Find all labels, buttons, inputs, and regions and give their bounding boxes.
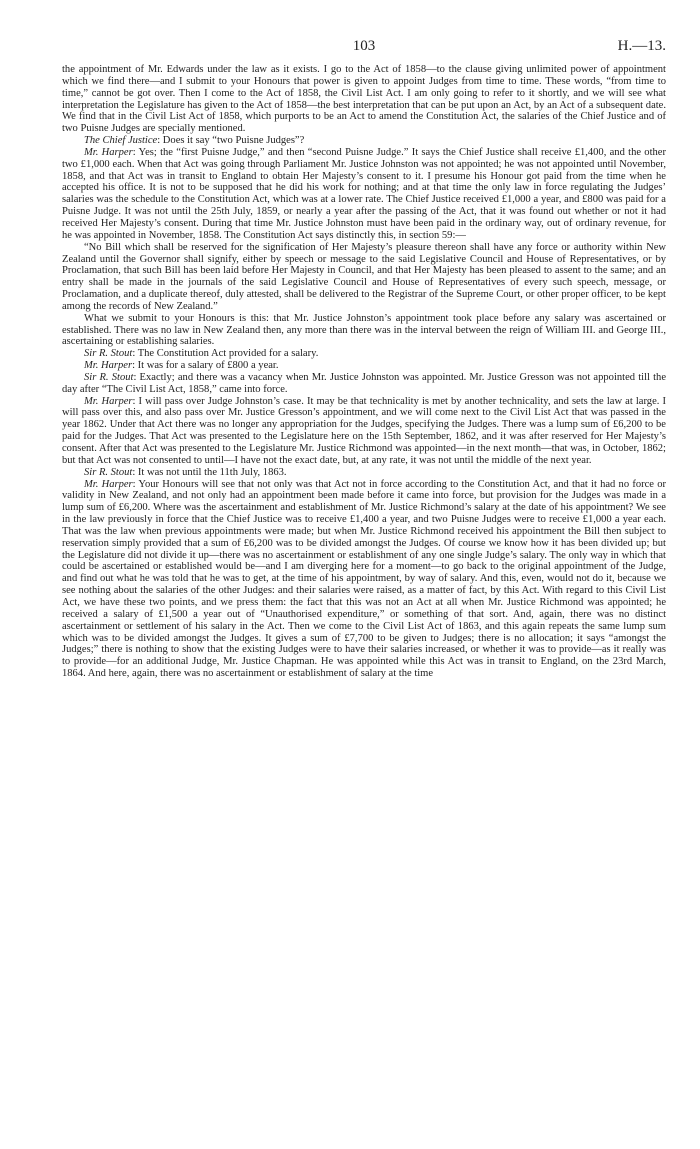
paragraph-text: : It was not until the 11th July, 1863. [132,466,287,478]
page-number: 103 [352,38,376,54]
speaker-name: Sir R. Stout [84,348,133,360]
paragraph [62,479,666,680]
paragraph [62,372,666,396]
paragraph-text: the appointment of Mr. Edwards under the law as it exists. I go to the Act of 1858—to the clause giving unlimited power of appointment which we find there—and I submit to your Honours that power is given to appoint Judges from time to time. These words, “from time to time,” cannot be got over. Then I come to the Act of 1858, the Civil List Act. I am only going to refer to it shortly, and we will see what interpretation the Legislature has given to the Act of 1858—the best interpretation that can be put upon an Act, by an Act of a subsequent date. We find that in the Civil List Act of 1858, which purports to be an Act to amend the Constitution Act, the salaries of the Chief Justice and of two Puisne Judges are specially mentioned. [62,64,666,135]
body-text [62,64,666,680]
paragraph-text: : I will pass over Judge Johnston’s case. It may be that technicality is met by another technicality, and sets the law at large. I will pass over this, and also pass over Mr. Justice Gresson’s appointment, and we will come next to the Civil List Act that was passed in the year 1862. Under that Act there was no longer any appropriation for the Judges, specifying the Judges. There was a lump sum of £6,200 to be paid for the Judges. That Act was presented to the Legislature here on the 15th September, 1862, and it was after reserved for Her Majesty’s consent. After that Act was presented to the Legislature Mr. Justice Richmond was appointed—in the next month—that was, in October, 1862; but that Act was not consented to until—I have not the exact date, but, at any rate, it was not until the middle of the next year. [62,395,666,466]
paragraph [62,313,666,349]
speaker-name: Sir R. Stout [84,371,134,383]
paragraph-text: : Your Honours will see that not only was that Act not in force according to the Constitution Act, and that it had no force or validity in New Zealand, and not only had an appointment been made before it came into force, but provision for the Judges was made in a lump sum of £6,200. Where was the ascertainment and establishment of Mr. Justice Richmond’s salary at the date of his appointment? We see in the law previously in force that the Chief Justice was to receive £1,400 a year, and two Puisne Judges were to receive £1,000 a year each. That was the law when previous appointments were made; but when Mr. Justice Richmond received his appointment the Bill then subject to reservation simply provided that a sum of £6,200 was to be divided amongst the Judges. Of course we know how it has been divided up; but the Legislature did not divide it up—there was no ascertainment or establishment of any one single Judge’s salary. The only way in which that could be ascertained or established would be—and I am diverging here for a moment—to go back to the original appointment of the Judge, and find out what he was told that he was to get, at the time of his appointment, by way of salary. And this, even, would not do it, because we see nothing about the salaries of the other Judges: and their salaries were raised, as a matter of fact, by this Act. With regard to this Civil List Act, we have these two points, and we press them: the fact that this was not an Act at all when Mr. Justice Richmond was appointed; he received a salary of £1,500 a year out of “Unauthorised expenditure,” or something of that sort. And, again, there was no distinct ascertainment or settlement of his salary in the Act. Then we come to the Civil List Act of 1863, and this again repeats the same lump sum which was to be divided amongst the Judges. It gives a sum of £7,700 to be given to Judges; there is no allocation; it says “amongst the Judges;” there is nothing to show that the existing Judges were to have their salaries increased, or whether it was to provide—as it really was to provide—for an additional Judge, Mr. Justice Chapman. He was appointed while this Act was in transit to England, on the 23rd March, 1864. And here, again, there was no ascertainment or establishment of salary at the time [62,478,666,680]
speaker-name: The Chief Justice [84,135,158,147]
speaker-name: Mr. Harper [84,360,133,372]
paragraph-text: What we submit to your Honours is this: that Mr. Justice Johnston’s appointment took place before any salary was ascertained or established. There was no law in New Zealand then, any more than there was in the interval between the reign of William III. and George III., ascertaining or establishing salaries. [62,312,666,348]
paragraph [62,467,666,479]
paragraph [62,348,666,360]
quote-text: “No Bill which shall be reserved for the signification of Her Majesty’s pleasure thereon shall have any force or authority within New Zealand until the Governor shall signify, either by speech or message to the said Legislative Council and House of Representatives, or by Proclamation, that such Bill has been laid before Her Majesty in Council, and that Her Majesty has been pleased to assent to the same; and an entry shall be made in the journals of the said Legislative Council and House of Representatives of every such speech, message, or Proclamation, and a duplicate thereof, duly attested, shall be delivered to the Registrar of the Supreme Court, or other proper officer, to be kept among the records of New Zealand.” [62,241,666,312]
speaker-name: Sir R. Stout [84,466,133,478]
paragraph [62,360,666,372]
paragraph-text: : Does it say “two Puisne Judges”? [157,135,305,147]
speaker-name: Mr. Harper [84,395,133,407]
paragraph-text: : Yes; the “first Puisne Judge,” and then “second Puisne Judge.” It says the Chief Justice shall receive £1,400, and the other two £1,000 each. When that Act was going through Parliament Mr. Justice Johnston was not appointed; he was not appointed until November, 1858, and that Act was in transit to England to obtain Her Majesty’s consent to it. I presume his Honour got paid from the time when he accepted his office. It is not to be supposed that he did his work for nothing; and at that time the only law in force regulating the Judges’ salaries was the schedule to the Constitution Act, which was at a lower rate. The Chief Justice received £1,000 a year, and £800 was paid for a Puisne Judge. It was not until the 25th July, 1859, or nearly a year after the passing of the Act, that it was found out whether or not it had received Her Majesty’s consent. During that time Mr. Justice Johnston must have been paid in the ordinary way, out of ordinary revenue, for he was appointed in November, 1858. The Constitution Act says distinctly this, in section 59:— [62,146,666,241]
speaker-name: Mr. Harper [84,146,133,158]
page-header [62,38,666,64]
paragraph-text: : It was for a salary of £800 a year. [132,360,279,372]
paragraph [62,64,666,135]
paragraph [62,396,666,467]
paragraph [62,135,666,147]
speaker-name: Mr. Harper [84,478,133,490]
document-page [62,38,666,680]
paragraph-text: : Exactly; and there was a vacancy when Mr. Justice Johnston was appointed. Mr. Justice Gresson was not appointed till the day after “The Civil List Act, 1858,” came into force. [62,371,666,395]
report-code: H.—13. [617,38,666,54]
block-quote [62,242,666,313]
paragraph [62,147,666,242]
paragraph-text: : The Constitution Act provided for a salary. [132,348,319,360]
